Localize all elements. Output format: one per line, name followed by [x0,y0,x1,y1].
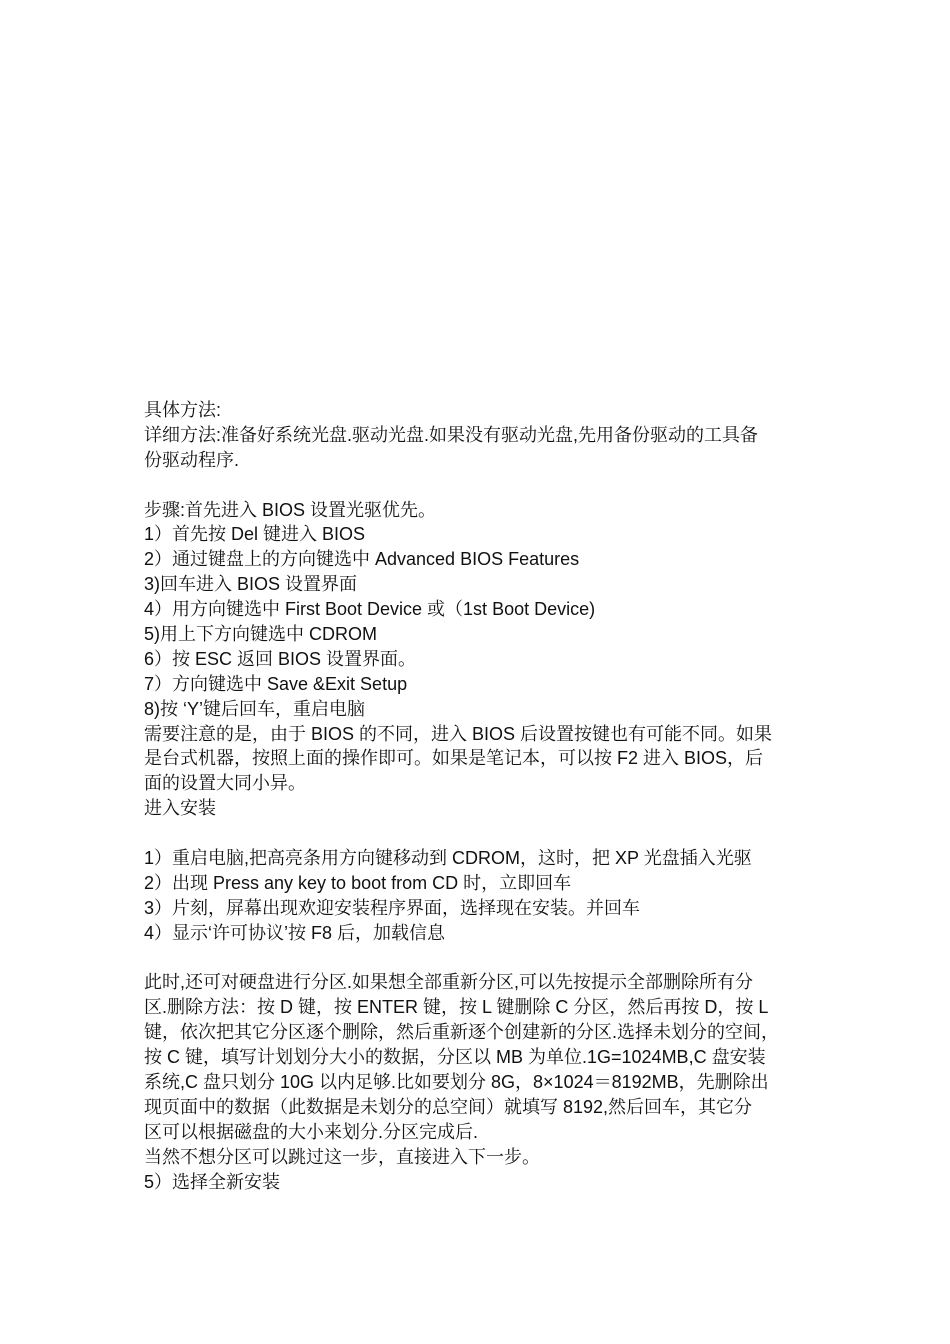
partition-paragraph-line: 键，依次把其它分区逐个删除，然后重新逐个创建新的分区.选择未划分的空间， [144,1022,779,1043]
partition-paragraph-line: 按 C 键，填写计划划分大小的数据，分区以 MB 为单位.1G=1024MB,C 盘安装 [144,1047,766,1068]
install-step: 1）重启电脑,把高亮条用方向键移动到 CDROM，这时，把 XP 光盘插入光驱 [144,848,752,869]
document-heading: 具体方法: [144,400,222,420]
partition-paragraph-line: 此时,还可对硬盘进行分区.如果想全部重新分区,可以先按提示全部删除所有分 [144,972,753,993]
blank-line [144,946,816,971]
bios-step: 6）按 ESC 返回 BIOS 设置界面。 [144,648,417,669]
partition-paragraph-line: 区.删除方法：按 D 键，按 ENTER 键，按 L 键删除 C 分区，然后再按 D，按 L [144,997,769,1018]
install-step: 4）显示‘许可协议’按 F8 后，加载信息 [144,922,446,943]
intro-line: 份驱动程序. [144,449,240,470]
bios-step: 8)按 ‘Y’键后回车，重启电脑 [144,698,366,719]
partition-paragraph-line: 系统,C 盘只划分 10G 以内足够.比如要划分 8G，8×1024＝8192MB，先删除出 [144,1072,769,1093]
install-step: 2）出现 Press any key to boot from CD 时，立即回车 [144,872,572,893]
partition-paragraph-line: 区可以根据磁盘的大小来划分.分区完成后. [144,1121,479,1142]
install-step: 3）片刻，屏幕出现欢迎安装程序界面，选择现在安装。并回车 [144,897,641,918]
bios-note-line: 面的设置大同小异。 [144,773,306,794]
bios-step: 1）首先按 Del 键进入 BIOS [144,524,366,545]
install-section-title: 进入安装 [144,798,216,819]
bios-section-title: 步骤:首先进入 BIOS 设置光驱优先。 [144,499,437,520]
bios-note-line: 需要注意的是，由于 BIOS 的不同，进入 BIOS 后设置按键也有可能不同。如果 [144,723,773,744]
blank-line [144,821,816,846]
skip-partition-note: 当然不想分区可以跳过这一步，直接进入下一步。 [144,1146,540,1167]
install-step: 5）选择全新安装 [144,1171,281,1192]
bios-note-line: 是台式机器，按照上面的操作即可。如果是笔记本，可以按 F2 进入 BIOS，后 [144,748,764,769]
document-body [144,398,816,1195]
bios-step: 5)用上下方向键选中 CDROM [144,624,377,645]
intro-line: 详细方法:准备好系统光盘.驱动光盘.如果没有驱动光盘,先用备份驱动的工具备 [144,424,759,445]
partition-paragraph-line: 现页面中的数据（此数据是未划分的总空间）就填写 8192,然后回车，其它分 [144,1096,753,1117]
bios-step: 4）用方向键选中 First Boot Device 或（1st Boot Device) [144,599,596,620]
blank-line [144,473,816,498]
bios-step: 3)回车进入 BIOS 设置界面 [144,574,358,595]
bios-step: 2）通过键盘上的方向键选中 Advanced BIOS Features [144,549,580,570]
bios-step: 7）方向键选中 Save &Exit Setup [144,673,408,694]
